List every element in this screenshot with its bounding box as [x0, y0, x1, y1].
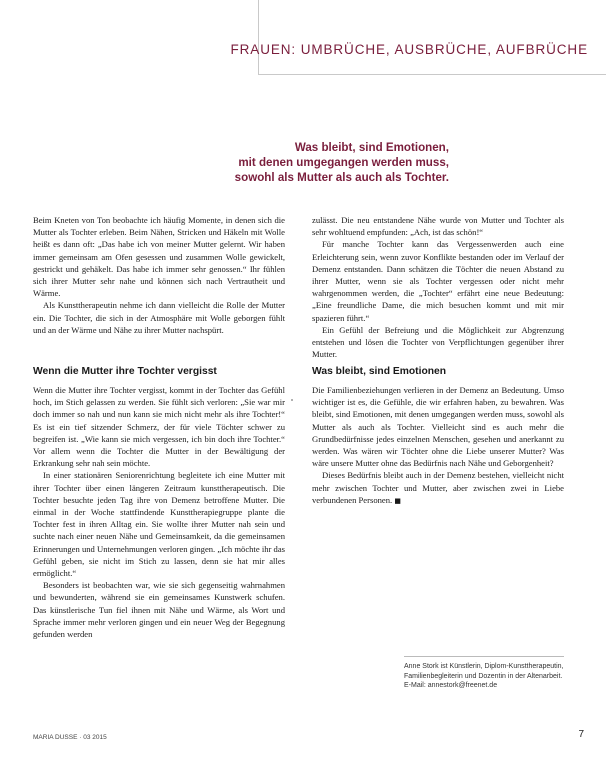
- paragraph: zulässt. Die neu entstandene Nähe wurde von Mutter und Tochter als sehr wohltuend empfunden: „Ach, ist das schön!“: [312, 215, 564, 238]
- header-vertical-rule: [258, 0, 259, 74]
- end-of-article-icon: ■: [394, 496, 401, 505]
- body-column-right: [312, 384, 564, 507]
- pullquote: [164, 140, 449, 185]
- paragraph: [312, 469, 564, 507]
- paragraph: Beim Kneten von Ton beobachte ich häufig Momente, in denen sich die Mutter als Tochter erleben. Beim Nähen, Stricken und Häkeln mit Wolle heißt es dann oft: „Das habe ich von meiner Mutter gelernt. Wir haben immer gemeinsam am Ofen gesessen und zusammen Wolle gewickelt, gestrickt und gehäkelt. Das habe ich immer sehr genossen.“ Ihr fühlen sich ihrer Mutter sehr nahe und können sich nach Vertrautheit und Wärme.: [33, 215, 285, 299]
- paragraph: Die Familienbeziehungen verlieren in der Demenz an Bedeutung. Umso wichtiger ist es, die Gefühle, die wir erfahren haben, zu bewahren. Was bleibt, sind Emotionen, mit denen umgegangen werden muss, sowohl als Mutter als auch als Tochter. Vielleicht sind es auch mehr die Grundbedürfnisse jedes einzelnen Menschen, gesehen und anerkannt zu werden. Was wären wir Töchter ohne die Liebe unserer Mutter? Was wäre unsere Mutter ohne das Bedürfnis nach Nähe und Geborgenheit?: [312, 385, 564, 469]
- bio-rule: [404, 656, 564, 657]
- author-bio: [404, 662, 564, 691]
- column-divider-dot: [291, 399, 293, 401]
- author-bio-text: Anne Stork ist Künstlerin, Diplom-Kunsttherapeutin, Familienbegleiterin und Dozentin in der Altenarbeit.: [404, 663, 564, 680]
- paragraph: Besonders ist beobachten war, wie sie sich gegenseitig wahrnahmen und bewunderten, während sie ein gemeinsames Kunstwerk schufen. Das künstlerische Tun fiel ihnen mit Nähe und Wärme, als Wort und Sprache immer mehr verloren gingen und ein neuer Weg der Begegnung gefunden werden: [33, 580, 285, 640]
- intro-column-right: [312, 214, 564, 360]
- subheading-emotions-remain: Was bleibt, sind Emotionen: [312, 366, 447, 377]
- section-label: FRAUEN: UMBRÜCHE, AUSBRÜCHE, AUFBRÜCHE: [230, 42, 588, 57]
- pullquote-line: sowohl als Mutter als auch als Tochter.: [234, 171, 449, 184]
- header-horizontal-rule: [258, 74, 606, 75]
- paragraph: Für manche Tochter kann das Vergessenwerden auch eine Erleichterung sein, wenn zuvor Konflikte bestanden oder im Verlauf der Demenz entstanden. Dann schätzen die Töchter die neuen Abstand zu ihrer Mutter, wenn sie als Tochter vergessen oder nicht mehr wahrgenommen werden, die „Tochter“ erfährt eine neue Bedeutung: „Eine freundliche Dame, die mich besuchen kommt und mit mir spazieren führt.“: [312, 239, 564, 323]
- page-number: 7: [578, 729, 584, 740]
- footer-publication: MARIA DUSSE · 03 2015: [33, 734, 107, 741]
- paragraph: In einer stationären Seniorenrichtung begleitete ich eine Mutter mit ihrer Tochter über einen längeren Zeitraum kunsttherapeutisch. Die Tochter besuchte jeden Tag ihre von Demenz betroffene Mutter. Die einmal in der Woche stattfindende Kunsttherapiegruppe plante die Tochter fest in ihren Alltag ein. Sie wollte ihrer Mutter nah sein und suchte nach einer neuen Nähe und Gemeinsamkeit, da die gemeinsamen Erinnerungen und Unternehmungen verloren gingen. „Ich möchte ihr das Gefühl geben, sie nicht im Stich zu lassen, denn sie hat mir alles ermöglicht.“: [33, 470, 285, 579]
- paragraph: Als Kunsttherapeutin nehme ich dann vielleicht die Rolle der Mutter ein. Die Tochter, die sich in der Atmosphäre mit Wolle geborgen fühlt und an der Wärme und Nähe zu ihrer Mutter nachspürt.: [33, 300, 285, 335]
- pullquote-line: Was bleibt, sind Emotionen,: [294, 141, 449, 154]
- pullquote-line: mit denen umgegangen werden muss,: [238, 156, 449, 169]
- author-email-link[interactable]: E-Mail: annestork@freenet.de: [404, 682, 498, 690]
- body-column-left: [33, 384, 285, 640]
- paragraph: Wenn die Mutter ihre Tochter vergisst, kommt in der Tochter das Gefühl hoch, im Stich gelassen zu werden. Sie fühlt sich verloren: „Sie war mir doch immer so nah und nun kann sie mich nicht mehr als ihre Tochter!“ Es ist ein tief sitzender Schmerz, der für viele Töchter schwer zu begreifen ist. „Wie kann sie mich vergessen, ich bin doch ihre Tochter.“ Vor allem wenn die Tochter die Mutter in der Bewältigung der Erkrankung sehr nah sein möchte.: [33, 385, 285, 469]
- intro-column-left: [33, 214, 285, 336]
- subheading-mother-forgets: Wenn die Mutter ihre Tochter vergisst: [33, 366, 217, 377]
- paragraph: Ein Gefühl der Befreiung und die Möglichkeit zur Abgrenzung entstehen und lösen die Tochter von Verpflichtungen gegenüber ihrer Mutter.: [312, 324, 564, 360]
- paragraph-text: Dieses Bedürfnis bleibt auch in der Demenz bestehen, vielleicht nicht mehr zwischen Tochter und Mutter, aber zwischen zwei in Liebe verbundenen Personen.: [312, 470, 564, 505]
